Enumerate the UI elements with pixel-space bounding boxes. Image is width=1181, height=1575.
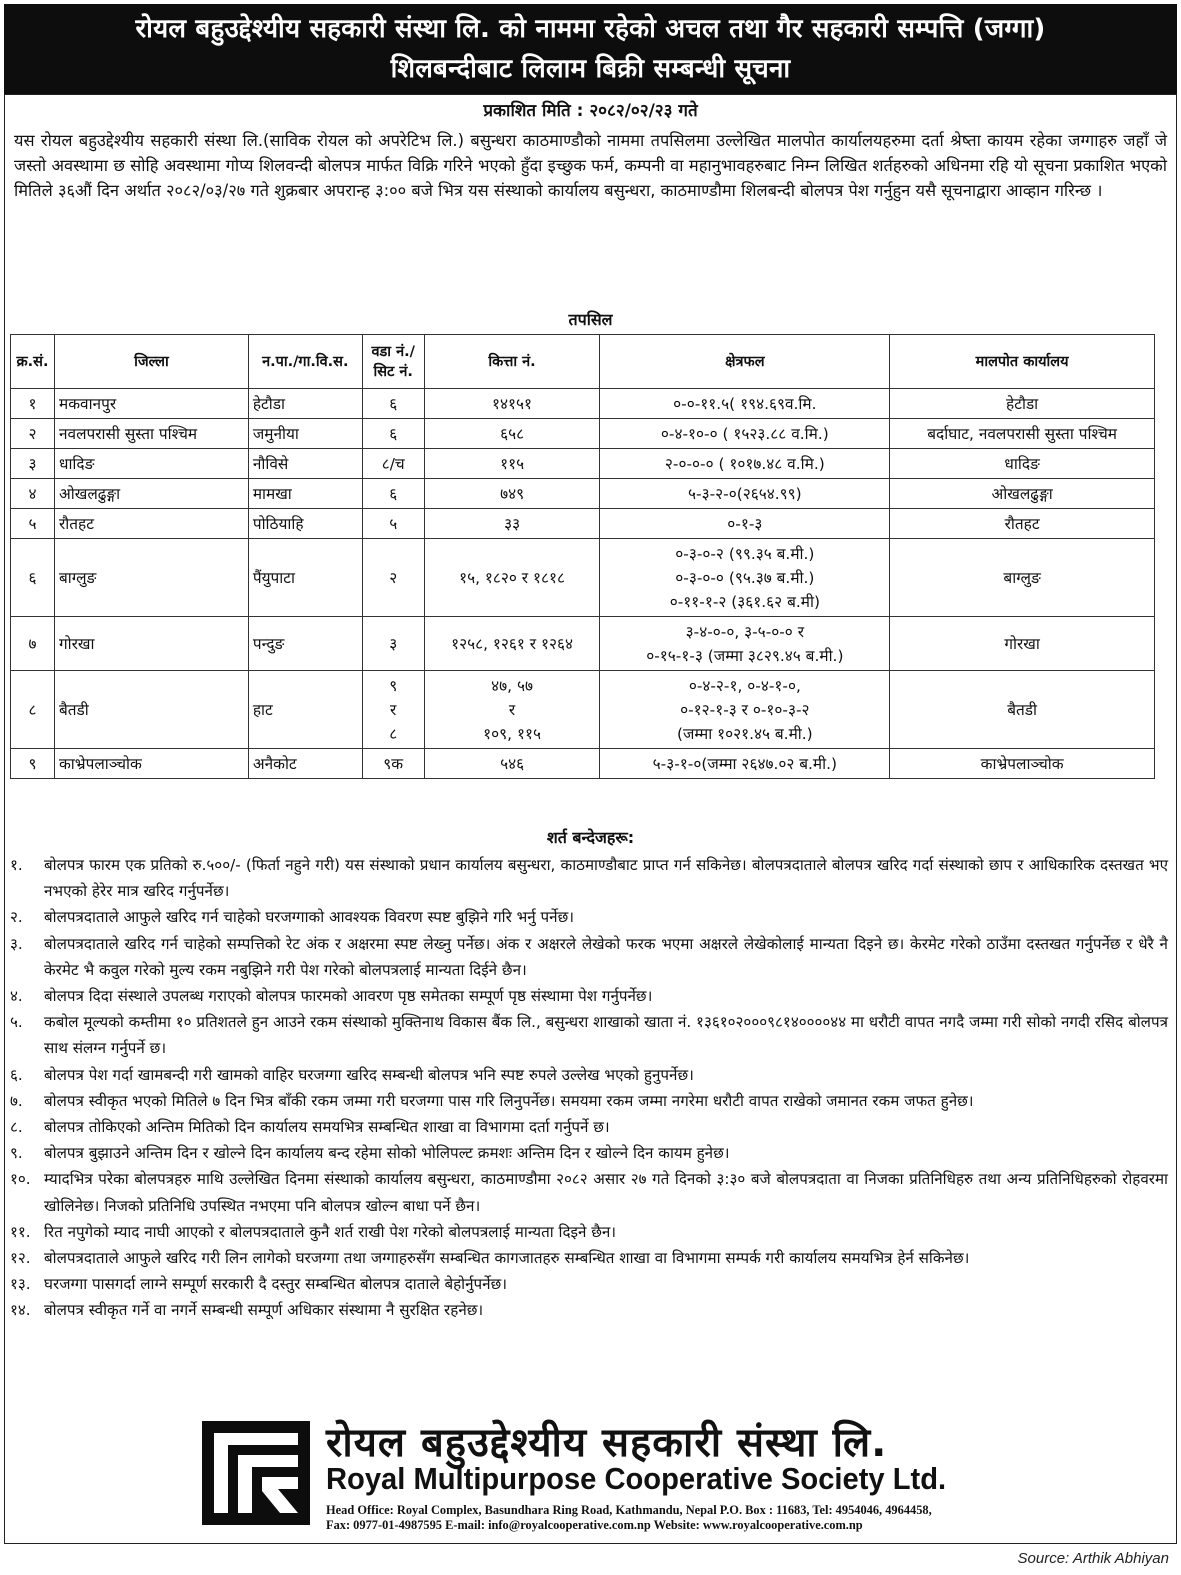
contact-line1: Head Office: Royal Complex, Basundhara Ring Road, Kathmandu, Nepal P.O. Box : 11683, Tel: 4954046, 4964458, <box>326 1503 932 1517</box>
cell-area-line: ०-१५-१-३ (जम्मा ३८२९.४५ ब.मी.) <box>646 646 844 665</box>
source-credit: Source: Arthik Abhiyan <box>1017 1550 1169 1567</box>
condition-text: बोलपत्र स्वीकृत भएको मितिले ७ दिन भित्र बाँकी रकम जम्मा गरी घरजग्गा पास गरि लिनुपर्नेछ। समयमा रकम जम्मा नगरेमा धरौटी वापत राखेको जमानत रकम जफत हुनेछ। <box>44 1091 974 1110</box>
cell-area-line: ३-४-०-०, ३-५-०-० र <box>685 622 804 641</box>
condition-text: बोलपत्रदाताले आफुले खरिद गरी लिन लागेको घरजग्गा तथा जग्गाहरुसँग सम्बन्धित कागजातहरु सम्बन्धित शाखा वा विभागमा सम्पर्क गरी कार्यालय समयभित्र हेर्न सकिनेछ। <box>44 1249 970 1268</box>
cell-office: ओखलढुङ्गा <box>890 479 1155 509</box>
condition-text: रित नपुगेको म्याद नाघी आएको र बोलपत्रदाताले कुनै शर्त राखी पेश गरेको बोलपत्रलाई मान्यता दिइने छैन। <box>44 1222 617 1241</box>
header-sn: क्र.सं. <box>11 335 55 389</box>
cell-area <box>600 389 890 419</box>
cell-ward <box>362 479 424 509</box>
cell-office: काभ्रेपलाञ्चोक <box>890 749 1155 779</box>
notice-header <box>4 4 1177 94</box>
condition-number: १४. <box>10 1301 31 1320</box>
cell-ward-line: ८/च <box>381 454 405 473</box>
cell-area <box>600 671 890 749</box>
cell-ward <box>362 419 424 449</box>
cell-kitta <box>424 509 600 539</box>
cell-area-line: ५-३-१-०(जम्मा २६४७.०२ ब.मी.) <box>652 754 838 773</box>
cell-ward-line: ९क <box>383 754 404 773</box>
condition-number: ५. <box>10 1013 23 1032</box>
condition-text: बोलपत्र तोकिएको अन्तिम मितिको दिन कार्यालय समयभित्र सम्बन्धित शाखा वा विभागमा दर्ता गर्नुपर्ने छ। <box>44 1118 610 1137</box>
contact-line2: Fax: 0977-01-4987595 E-mail: info@royalcooperative.com.np Website: www.royalcooperative.com.np <box>326 1518 863 1532</box>
cell-ward-line: ६ <box>389 394 398 413</box>
cell-area <box>600 539 890 617</box>
cell-area-line: ०-१२-१-३ र ०-१०-३-२ <box>680 700 810 719</box>
table-row <box>11 479 1155 509</box>
condition-item <box>10 1219 1168 1245</box>
notice-title-line2: शिलबन्दीबाट लिलाम बिक्री सम्बन्धी सूचना <box>390 54 791 84</box>
condition-number: १. <box>10 856 23 874</box>
cell-district: बैतडी <box>54 671 248 749</box>
conditions-title: शर्त बन्देजहरू: <box>546 828 635 847</box>
cell-kitta-line: ४७, ५७ <box>491 676 533 695</box>
table-header-row <box>11 335 1155 389</box>
table-row <box>11 509 1155 539</box>
cell-ward-line: ८ <box>389 724 398 743</box>
condition-text: बोलपत्र फारम एक प्रतिको रु.५००/- (फिर्ता नहुने गरी) यस संस्थाको प्रधान कार्यालय बसुन्धरा, काठमाण्डौबाट प्राप्त गर्न सकिनेछ। बोलपत्रदाताले बोलपत्र खरिद गर्दा संस्थाको छाप र आधिकारिक दस्तखत भए नभएको हेरेर मात्र खरिद गर्नुपर्नेछ। <box>44 856 1168 901</box>
cell-office: बर्दाघाट, नवलपरासी सुस्ता पश्चिम <box>890 419 1155 449</box>
table-body <box>11 389 1155 779</box>
cell-office: रौतहट <box>890 509 1155 539</box>
condition-item <box>10 1009 1168 1061</box>
cell-office: बैतडी <box>890 671 1155 749</box>
cell-area-line: ०-४-२-१, ०-४-१-०, <box>688 676 801 695</box>
property-table <box>10 334 1155 779</box>
royal-cooperative-logo <box>200 1419 312 1527</box>
cell-kitta-line: १४१५१ <box>492 394 533 413</box>
header-office: मालपोत कार्यालय <box>890 335 1155 389</box>
condition-item <box>10 852 1168 904</box>
cell-ward-line: २ <box>389 568 398 587</box>
condition-item <box>10 1088 1168 1114</box>
cell-municipality: हेटौडा <box>248 389 362 419</box>
cell-sn: १ <box>11 389 55 419</box>
footer-block <box>200 1413 990 1533</box>
header-ward-line1: वडा नं./ <box>371 343 415 360</box>
cell-kitta <box>424 749 600 779</box>
cell-kitta <box>424 479 600 509</box>
condition-item <box>10 1114 1168 1140</box>
cell-area-line: (जम्मा १०२१.४५ ब.मी.) <box>676 724 813 743</box>
org-name-english: Royal Multipurpose Cooperative Society Ltd. <box>326 1461 947 1496</box>
cell-area <box>600 479 890 509</box>
cell-ward <box>362 749 424 779</box>
cell-area <box>600 617 890 671</box>
condition-text: म्यादभित्र परेका बोलपत्रहरु माथि उल्लेखित दिनमा संस्थाको कार्यालय बसुन्धरा, काठमाण्डौमा २०८२ असार २७ गते दिनको ३:३० बजे बोलपत्रदाता वा निजका प्रतिनिधिहरु तथा अन्य प्रतिनिधिहरुको रोहवरमा खोलिनेछ। निजको प्रतिनिधि उपस्थित नभएमा पनि बोलपत्र खोल्न बाधा पर्ने छैन। <box>44 1170 1168 1215</box>
cell-municipality: अनैकोट <box>248 749 362 779</box>
intro-paragraph: यस रोयल बहुउद्देश्यीय सहकारी संस्था लि.(साविक रोयल को अपरेटिभ लि.) बसुन्धरा काठमाण्डौको नाममा तपसिलमा उल्लेखित मालपोत कार्यालयहरुमा दर्ता श्रेष्ता कायम रहेका जग्गाहरु जहाँ जे जस्तो अवस्थामा छ सोहि अवस्थामा गोप्य शिलवन्दी बोलपत्र मार्फत विक्रि गरिने भएको हुँदा इच्छुक फर्म, कम्पनी वा महानुभावहरुबाट निम्न लिखित शर्तहरुको अधिनमा रहि यो सूचना प्रकाशित भएको मितिले ३६औं दिन अर्थात २०८२/०३/२७ गते शुक्रबार अपरान्ह ३:०० बजे भित्र यस संस्थाको कार्यालय बसुन्धरा, काठमाण्डौमा शिलबन्दी बोलपत्र पेश गर्नुहुन यसै सूचनाद्वारा आव्हान गरिन्छ । <box>14 131 1167 200</box>
condition-number: २. <box>10 908 23 927</box>
condition-number: ३. <box>10 934 23 953</box>
condition-item <box>10 983 1168 1009</box>
cell-kitta-line: ११५ <box>500 454 525 473</box>
condition-item <box>10 1062 1168 1088</box>
condition-text: बोलपत्र स्वीकृत गर्ने वा नगर्ने सम्बन्धी सम्पूर्ण अधिकार संस्थामा नै सुरक्षित रहनेछ। <box>44 1301 484 1320</box>
condition-number: १३. <box>10 1275 31 1294</box>
condition-number: ८. <box>10 1118 23 1137</box>
condition-text: बोलपत्र दिदा संस्थाले उपलब्ध गराएको बोलपत्र फारमको आवरण पृष्ठ समेतका सम्पूर्ण पृष्ठ संस्थामा पेश गर्नुपर्नेछ। <box>44 987 653 1006</box>
condition-number: १०. <box>10 1170 31 1189</box>
cell-district: ओखलढुङ्गा <box>54 479 248 509</box>
cell-area <box>600 509 890 539</box>
cell-office: बाग्लुङ <box>890 539 1155 617</box>
cell-district: धादिङ <box>54 449 248 479</box>
condition-number: ६. <box>10 1065 23 1084</box>
cell-area <box>600 419 890 449</box>
cell-area-line: २-०-०-० ( १०१७.४८ व.मि.) <box>664 454 825 473</box>
conditions-list <box>10 852 1168 1324</box>
table-row <box>11 389 1155 419</box>
table-row <box>11 749 1155 779</box>
header-ward-line2: सिट नं. <box>373 363 413 380</box>
cell-district: नवलपरासी सुस्ता पश्चिम <box>54 419 248 449</box>
cell-kitta-line: ७४९ <box>500 484 525 503</box>
cell-sn: ९ <box>11 749 55 779</box>
header-ward <box>362 335 424 389</box>
condition-number: १२. <box>10 1249 31 1268</box>
cell-ward-line: ९ <box>389 676 398 695</box>
published-date: प्रकाशित मिति : २०८२/०२/२३ गते <box>483 101 698 121</box>
cell-district: काभ्रेपलाञ्चोक <box>54 749 248 779</box>
table-title: तपसिल <box>568 310 613 329</box>
cell-district: मकवानपुर <box>54 389 248 419</box>
cell-ward-line: र <box>390 700 397 719</box>
cell-area <box>600 749 890 779</box>
cell-district: बाग्लुङ <box>54 539 248 617</box>
condition-number: ९. <box>10 1144 23 1163</box>
contact-info <box>326 1503 932 1533</box>
cell-office: हेटौडा <box>890 389 1155 419</box>
table-row <box>11 617 1155 671</box>
condition-text: बोलपत्रदाताले आफुले खरिद गर्न चाहेको घरजग्गाको आवश्यक विवरण स्पष्ट बुझिने गरि भर्नु पर्नेछ। <box>44 908 575 927</box>
cell-office: गोरखा <box>890 617 1155 671</box>
cell-sn: ७ <box>11 617 55 671</box>
cell-ward <box>362 671 424 749</box>
cell-kitta <box>424 389 600 419</box>
cell-kitta-line: ६५८ <box>500 424 525 443</box>
cell-kitta <box>424 617 600 671</box>
cell-kitta-line: ३३ <box>504 514 521 533</box>
cell-area-line: ०-३-०-० (९५.३७ ब.मी.) <box>675 568 815 587</box>
cell-municipality: पन्दुङ <box>248 617 362 671</box>
cell-sn: ८ <box>11 671 55 749</box>
cell-municipality: मामखा <box>248 479 362 509</box>
cell-sn: २ <box>11 419 55 449</box>
cell-ward <box>362 617 424 671</box>
cell-sn: ३ <box>11 449 55 479</box>
cell-ward <box>362 449 424 479</box>
cell-office: धादिङ <box>890 449 1155 479</box>
condition-item <box>10 904 1168 930</box>
condition-item <box>10 1140 1168 1166</box>
cell-sn: ४ <box>11 479 55 509</box>
condition-text: कबोल मूल्यको कम्तीमा १० प्रतिशतले हुन आउने रकम संस्थाको मुक्तिनाथ विकास बैंक लि., बसुन्धरा शाखाको खाता नं. १३६१०२०००९८१४००००४४ मा धरौटी वापत नगदै जम्मा गरी सोको नगदी रसिद बोलपत्र साथ संलग्न गर्नुपर्ने छ। <box>44 1013 1168 1058</box>
cell-kitta-line: र <box>508 700 516 719</box>
cell-ward-line: ३ <box>389 634 398 653</box>
cell-kitta <box>424 449 600 479</box>
condition-number: ११. <box>10 1222 31 1241</box>
cell-kitta <box>424 539 600 617</box>
table-row <box>11 419 1155 449</box>
cell-ward <box>362 389 424 419</box>
cell-kitta <box>424 419 600 449</box>
condition-number: ७. <box>10 1091 23 1110</box>
condition-item <box>10 931 1168 983</box>
cell-sn: ५ <box>11 509 55 539</box>
cell-municipality: पोठियाहि <box>248 509 362 539</box>
condition-item <box>10 1166 1168 1218</box>
cell-area-line: ०-११-१-२ (३६१.६२ ब.मी) <box>669 592 820 611</box>
condition-text: घरजग्गा पासगर्दा लाग्ने सम्पूर्ण सरकारी दै दस्तुर सम्बन्धित बोलपत्र दाताले बेहोर्नुपर्नेछ। <box>44 1275 508 1294</box>
condition-item <box>10 1245 1168 1271</box>
cell-kitta-line: १५, १८२० र १८१८ <box>459 568 566 587</box>
condition-item <box>10 1297 1168 1323</box>
cell-kitta-line: ५४६ <box>500 754 525 773</box>
cell-district: गोरखा <box>54 617 248 671</box>
cell-municipality: हाट <box>248 671 362 749</box>
cell-area-line: ०-४-१०-० ( १५२३.८८ व.मि.) <box>660 424 829 443</box>
cell-ward-line: ६ <box>389 424 398 443</box>
cell-municipality: नौविसे <box>248 449 362 479</box>
cell-kitta <box>424 671 600 749</box>
cell-area-line: ०-३-०-२ (९९.३५ ब.मी.) <box>675 544 815 563</box>
org-name-nepali: रोयल बहुउद्देश्यीय सहकारी संस्था लि. <box>326 1420 888 1466</box>
cell-ward <box>362 539 424 617</box>
table-row <box>11 539 1155 617</box>
condition-text: बोलपत्र बुझाउने अन्तिम दिन र खोल्ने दिन कार्यालय बन्द रहेमा सोको भोलिपल्ट क्रमशः अन्तिम दिन र खोल्ने दिन कायम हुनेछ। <box>44 1144 730 1163</box>
cell-kitta-line: १२५८, १२६१ र १२६४ <box>451 634 574 653</box>
cell-municipality: जमुनीया <box>248 419 362 449</box>
table-row <box>11 671 1155 749</box>
cell-municipality: पैंयुपाटा <box>248 539 362 617</box>
header-municipality: न.पा./गा.वि.स. <box>248 335 362 389</box>
cell-sn: ६ <box>11 539 55 617</box>
condition-number: ४. <box>10 987 23 1006</box>
condition-text: बोलपत्रदाताले खरिद गर्न चाहेको सम्पत्तिको रेट अंक र अक्षरमा स्पष्ट लेख्नु पर्नेछ। अंक र अक्षरले लेखेको फरक भएमा अक्षरले लेखेकोलाई मान्यता दिइने छ। केरमेट गरेको ठाउँमा दस्तखत गर्नुपर्नेछ र धेरै नै केरमेट भै कवुल गरेको मुल्य रकम नबुझिने गरी पेश गरेको बोलपत्रलाई मान्यता दिईने छैन। <box>44 934 1168 979</box>
cell-area-line: ०-०-११.५( १९४.६९व.मि. <box>673 394 817 413</box>
header-district: जिल्ला <box>54 335 248 389</box>
cell-area <box>600 449 890 479</box>
cell-district: रौतहट <box>54 509 248 539</box>
cell-ward <box>362 509 424 539</box>
condition-item <box>10 1271 1168 1297</box>
cell-area-line: ५-३-२-०(२६५४.९९) <box>688 484 802 503</box>
cell-ward-line: ६ <box>389 484 398 503</box>
header-area: क्षेत्रफल <box>600 335 890 389</box>
header-kitta: कित्ता नं. <box>424 335 600 389</box>
cell-ward-line: ५ <box>389 514 398 533</box>
table-row <box>11 449 1155 479</box>
notice-title-line1: रोयल बहुउद्देश्यीय सहकारी संस्था लि. को नाममा रहेको अचल तथा गैर सहकारी सम्पत्ति (जग्गा) <box>135 14 1046 44</box>
cell-kitta-line: १०९, ११५ <box>483 724 541 743</box>
condition-text: बोलपत्र पेश गर्दा खामबन्दी गरी खामको वाहिर घरजग्गा खरिद सम्बन्धी बोलपत्र भनि स्पष्ट रुपले उल्लेख भएको हुनुपर्नेछ। <box>44 1065 694 1084</box>
cell-area-line: ०-१-३ <box>727 514 763 533</box>
